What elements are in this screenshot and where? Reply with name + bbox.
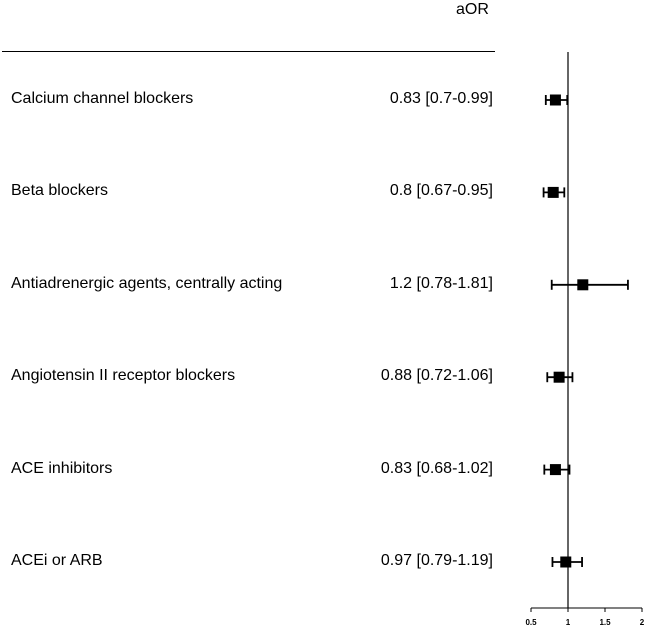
row-label: Calcium channel blockers [11, 90, 194, 107]
point-estimate-marker [577, 279, 588, 290]
column-header-aor: aOR [456, 1, 489, 18]
point-estimate-marker [548, 187, 559, 198]
row-estimate: 0.83 [0.68-1.02] [380, 459, 493, 477]
point-estimate-marker [550, 464, 561, 475]
row-label: Angiotensin II receptor blockers [11, 367, 236, 385]
point-estimate-marker [550, 95, 561, 106]
row-estimate: 0.83 [0.7-0.99] [389, 90, 493, 107]
row-label: Beta blockers [11, 182, 108, 200]
x-tick-label: 1.5 [599, 618, 611, 627]
x-tick-label: 1 [565, 618, 571, 627]
row-estimate: 0.88 [0.72-1.06] [380, 367, 493, 385]
row-estimate: 1.2 [0.78-1.81] [389, 274, 493, 292]
row-estimate: 0.97 [0.79-1.19] [380, 552, 493, 569]
x-tick-label: 0.5 [525, 618, 537, 627]
row-label: ACEi or ARB [11, 552, 103, 569]
point-estimate-marker [560, 557, 571, 568]
point-estimate-marker [554, 372, 565, 383]
row-label: Antiadrenergic agents, centrally acting [11, 274, 283, 292]
x-tick-label: 2 [639, 618, 645, 627]
row-label: ACE inhibitors [11, 459, 113, 477]
row-estimate: 0.8 [0.67-0.95] [389, 182, 493, 200]
